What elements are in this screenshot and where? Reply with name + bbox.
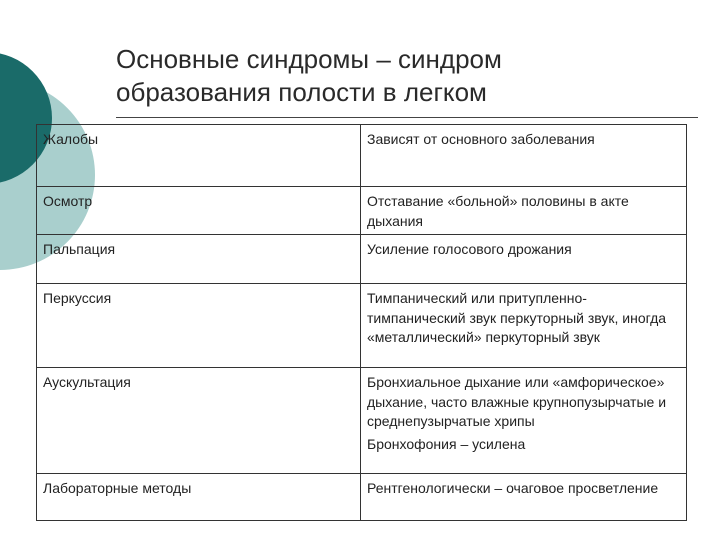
row-label: Жалобы	[37, 125, 361, 187]
row-value	[361, 368, 687, 474]
row-label: Аускультация	[37, 368, 361, 474]
table-row-auscultation	[37, 368, 687, 474]
table-row-inspection	[37, 187, 687, 235]
row-value-text: Отставание «больной» половины в акте дыхания	[367, 193, 629, 229]
row-label: Пальпация	[37, 235, 361, 284]
syndrome-table	[36, 124, 687, 521]
row-value	[361, 125, 687, 187]
row-value-text: Тимпанический или притупленно-тимпанический звук перкуторный звук, иногда «металлический» перкуторный звук	[367, 290, 667, 345]
row-label: Лабораторные методы	[37, 474, 361, 521]
row-value	[361, 284, 687, 368]
row-label: Осмотр	[37, 187, 361, 235]
slide-title-line-1: Основные синдромы – синдром	[116, 44, 502, 74]
row-value-text: Зависят от основного заболевания	[367, 131, 595, 147]
row-value-text: Усиление голосового дрожания	[367, 241, 572, 257]
row-label: Перкуссия	[37, 284, 361, 368]
table-row-lab-methods	[37, 474, 687, 521]
row-value	[361, 474, 687, 521]
table-row-complaints	[37, 125, 687, 187]
row-value-text: Рентгенологически – очаговое просветление	[367, 480, 659, 496]
row-value	[361, 187, 687, 235]
slide-title-line-2: образования полости в легком	[116, 77, 487, 107]
table-row-palpation	[37, 235, 687, 284]
title-divider	[116, 117, 698, 118]
row-value-text: Бронхиальное дыхание или «амфорическое» дыхание, часто влажные крупнопузырчатые и среднепузырчатые хрипы	[367, 374, 667, 429]
row-value	[361, 235, 687, 284]
row-value-text: Бронхофония – усилена	[367, 435, 526, 452]
slide-title	[116, 43, 676, 109]
table-row-percussion	[37, 284, 687, 368]
